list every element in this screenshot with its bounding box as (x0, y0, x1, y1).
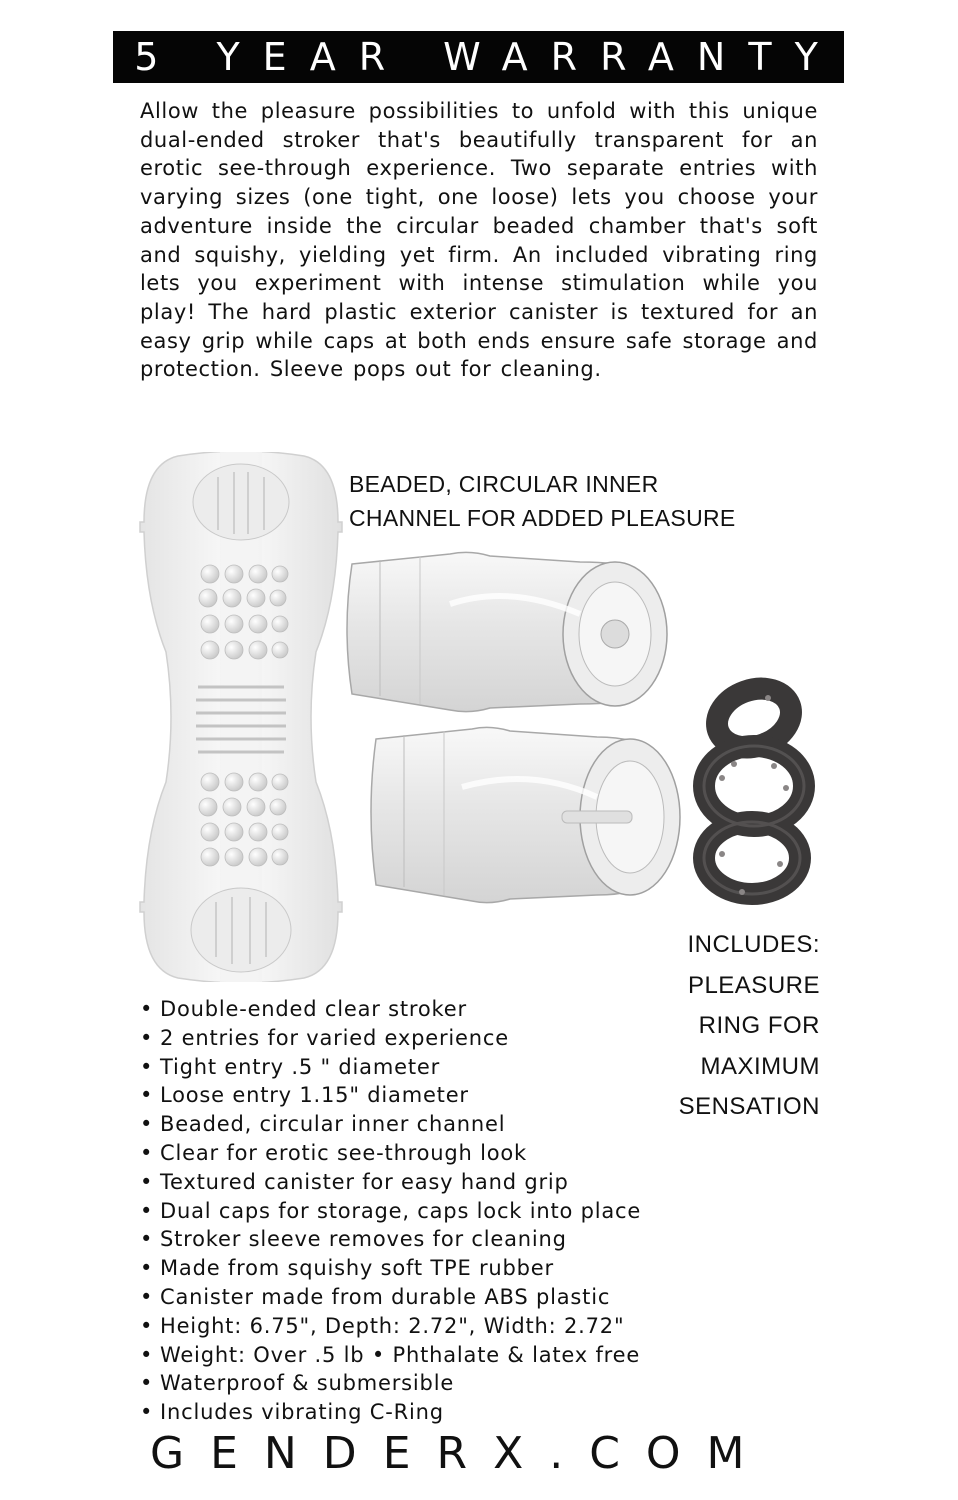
sleeve-cross-section-image (138, 452, 344, 982)
bullet: • (140, 1342, 154, 1367)
bullet: • (140, 1371, 154, 1396)
bullet: • (140, 1083, 154, 1108)
feature-item: • Clear for erotic see-through look (140, 1139, 641, 1168)
intro-paragraph: Allow the pleasure possibilities to unfold with this unique dual-ended stroker that's beautifully transparent for an erotic see-through experience. Two separate entries with varying sizes (one tight, one loose) lets you choose your adventure inside the circular beaded chamber that's soft and squishy, yielding yet firm. An included vibrating ring lets you experiment with intense stimulation while you play! The hard plastic exterior canister is textured for an easy grip while caps at both ends ensure safe storage and protection. Sleeve pops out for cleaning. (140, 99, 818, 382)
feature-item: • Height: 6.75", Depth: 2.72", Width: 2.72" (140, 1312, 641, 1341)
bullet: • (140, 1025, 154, 1050)
callout-line-2: CHANNEL FOR ADDED PLEASURE (349, 505, 736, 531)
bullet: • (140, 1198, 154, 1223)
feature-list (140, 995, 641, 1427)
feature-item: • Made from squishy soft TPE rubber (140, 1254, 641, 1283)
website-url: GENDERX.COM (150, 1428, 771, 1479)
includes-line-1: INCLUDES: (687, 931, 820, 958)
callout-line-1: BEADED, CIRCULAR INNER (349, 471, 659, 497)
feature-item: • Textured canister for easy hand grip (140, 1168, 641, 1197)
bullet: • (140, 1169, 154, 1194)
vibrating-ring-image (682, 668, 824, 908)
feature-item: • Weight: Over .5 lb • Phthalate & latex free (140, 1341, 641, 1370)
feature-item: • Stroker sleeve removes for cleaning (140, 1225, 641, 1254)
includes-line-4: MAXIMUM (700, 1052, 820, 1080)
bullet: • (140, 997, 154, 1021)
bullet: • (140, 1112, 154, 1137)
feature-item: • Canister made from durable ABS plastic (140, 1283, 641, 1312)
bullet: • (140, 1313, 154, 1338)
feature-item: • Loose entry 1.15" diameter (140, 1081, 641, 1110)
feature-item: • 2 entries for varied experience (140, 1024, 641, 1053)
includes-line-3: RING FOR (698, 1012, 820, 1039)
includes-line-5: SENSATION (678, 1093, 820, 1120)
bullet: • (140, 1140, 154, 1165)
includes-ring-note (630, 925, 820, 1128)
bullet: • (140, 1256, 154, 1281)
feature-item: • Tight entry .5 " diameter (140, 1053, 641, 1082)
feature-item: • Waterproof & submersible (140, 1369, 641, 1398)
feature-item: • Beaded, circular inner channel (140, 1110, 641, 1139)
feature-item: • Dual caps for storage, caps lock into place (140, 1197, 641, 1226)
warranty-title: 5 YEAR WARRANTY (134, 35, 841, 79)
inner-channel-callout (349, 467, 829, 535)
bullet: • (140, 1227, 154, 1252)
canister-image-top (340, 544, 672, 719)
bullet: • (140, 1400, 154, 1425)
warranty-banner (113, 31, 844, 83)
bullet: • (140, 1284, 154, 1309)
canister-image-bottom (362, 717, 686, 913)
bullet: • (140, 1054, 154, 1079)
feature-item: • Includes vibrating C-Ring (140, 1398, 641, 1427)
feature-item: • Double-ended clear stroker (140, 995, 641, 1024)
includes-line-2: PLEASURE (687, 971, 820, 999)
